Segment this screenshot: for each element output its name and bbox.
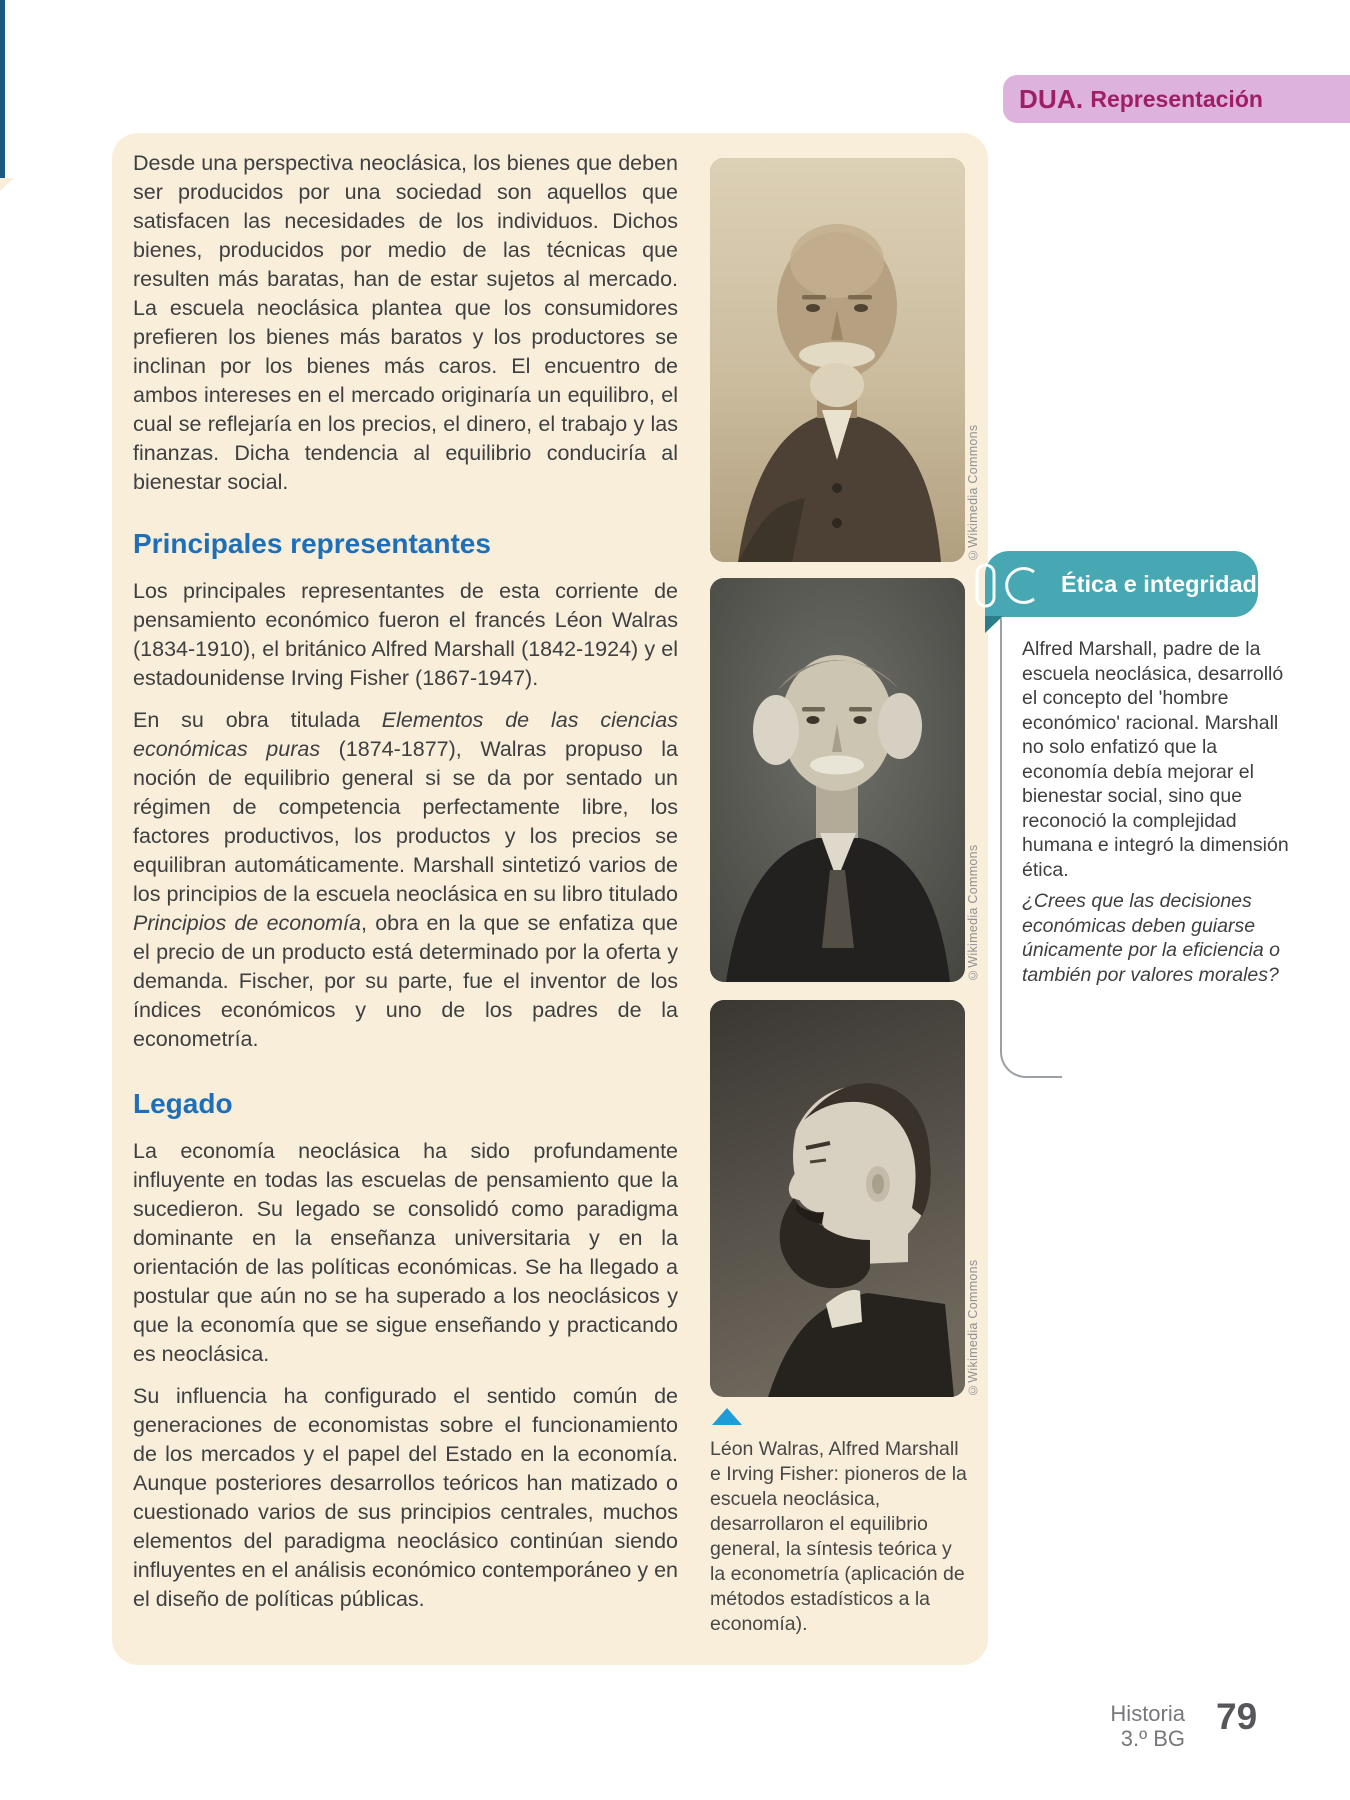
representantes-paragraph-2: En su obra titulada Elementos de las ciencias económicas puras (1874-1877), Walras propuso la noción de equilibrio general si se da por sentado un régimen de competencia perfectamente libre, los factores productivos, los productos y los precios se equilibran automáticamente. Marshall sintetizó varios de los principios de la escuela neoclásica en su libro titulado Principios de economía, obra en la que se enfatiza que el precio de un producto está determinado por la oferta y demanda. Fischer, por su parte, fue el inventor de los índices económicos y uno de los padres de la econometría. bbox=[133, 708, 678, 1051]
portrait-photo-fisher bbox=[710, 1000, 965, 1397]
photo-credit-marshall: ©Wikimedia Commons bbox=[966, 844, 980, 982]
footer-course-line1: Historia bbox=[1110, 1701, 1185, 1726]
caption-marker-icon bbox=[712, 1408, 742, 1425]
ethics-box-body bbox=[1022, 637, 1294, 987]
dua-badge bbox=[1003, 75, 1350, 123]
ic-logo-icon bbox=[972, 556, 1054, 614]
photo-credit-walras: ©Wikimedia Commons bbox=[966, 424, 980, 562]
footer-course-line2: 3.º BG bbox=[1120, 1726, 1185, 1751]
photo-credit-fisher: ©Wikimedia Commons bbox=[966, 1259, 980, 1397]
walras-portrait-illustration bbox=[710, 158, 965, 562]
main-text-column bbox=[133, 149, 678, 1627]
intro-paragraph: Desde una perspectiva neoclásica, los bienes que deben ser producidos por una sociedad son aquellos que satisfacen las necesidades de los individuos. Dichos bienes, producidos por medio de las técnicas que resulten más baratas, han de estar sujetos al mercado. La escuela neoclásica plantea que los consumidores prefieren los bienes más baratos y los productores se inclinan por los bienes más caros. El encuentro de ambos intereses en el mercado originaría un equilibro, el cual se reflejaría en los precios, el dinero, el trabajo y las finanzas. Dicha tendencia al equilibrio conduciría al bienestar social. bbox=[133, 151, 678, 494]
legado-paragraph-1: La economía neoclásica ha sido profundamente influyente en todas las escuelas de pensamiento que la sucedieron. Su legado se consolidó como paradigma dominante en la enseñanza universitaria y en la orientación de las políticas económicas. Se ha llegado a postular que aún no se ha superado a los neoclásicos y que la economía que se sigue enseñando y practicando es neoclásica. bbox=[133, 1139, 678, 1366]
page-edge-bar-notch bbox=[0, 178, 14, 191]
legado-paragraph-2: Su influencia ha configurado el sentido común de generaciones de economistas sobre el funcionamiento de los mercados y el papel del Estado en la economía. Aunque posteriores desarrollos teóricos han matizado o cuestionado varios de sus principios centrales, muchos elementos del paradigma neoclásico continúan siendo influyentes en el análisis económico contemporáneo y en el diseño de políticas públicas. bbox=[133, 1384, 678, 1611]
fisher-portrait-illustration bbox=[710, 1000, 965, 1397]
dua-badge-prefix: DUA. bbox=[1019, 83, 1084, 114]
section-title-representantes: Principales representantes bbox=[133, 528, 491, 559]
marshall-portrait-illustration bbox=[710, 578, 965, 982]
portrait-photo-marshall bbox=[710, 578, 965, 982]
ethics-box-text: Alfred Marshall, padre de la escuela neoclásica, desarrolló el concepto del 'hombre económico' racional. Marshall no solo enfatizó que la economía debía mejorar el bienestar social, sino que reconoció la complejidad humana e integró la dimensión ética. bbox=[1022, 638, 1289, 881]
ethics-box-question: ¿Crees que las decisiones económicas deben guiarse únicamente por la eficiencia o también por valores morales? bbox=[1022, 890, 1280, 986]
footer-course bbox=[1110, 1701, 1185, 1751]
section-title-legado: Legado bbox=[133, 1088, 233, 1119]
page-edge-bar bbox=[0, 0, 5, 178]
portrait-photo-walras bbox=[710, 158, 965, 562]
dua-badge-label: Representación bbox=[1090, 85, 1263, 112]
page-number: 79 bbox=[1216, 1696, 1258, 1737]
representantes-paragraph-1: Los principales representantes de esta corriente de pensamiento económico fueron el francés Léon Walras (1834-1910), el británico Alfred Marshall (1842-1924) y el estadounidense Irving Fisher (1867-1947). bbox=[133, 579, 678, 690]
photo-caption: Léon Walras, Alfred Marshall e Irving Fisher: pioneros de la escuela neoclásica, desarrollaron el equilibrio general, la síntesis teórica y la econometría (aplicación de métodos estadísticos a la economía). bbox=[710, 1438, 967, 1635]
ethics-box-title: Ética e integridad bbox=[1061, 570, 1257, 597]
